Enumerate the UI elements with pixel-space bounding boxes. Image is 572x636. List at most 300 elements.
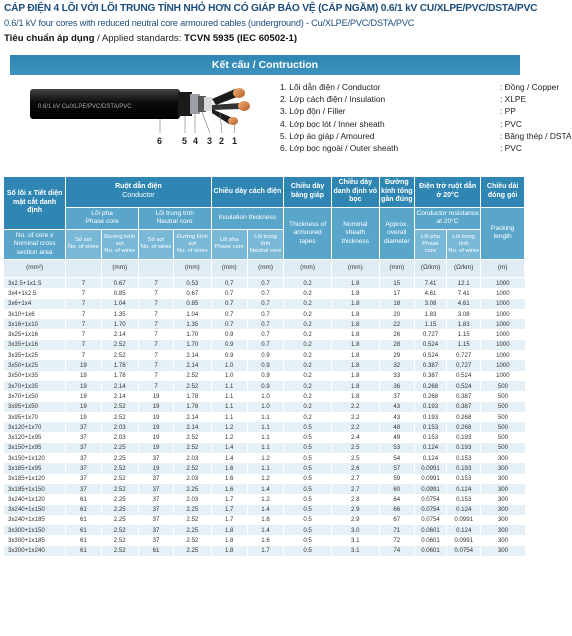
unit-cell: (mm) — [211, 260, 247, 278]
table-cell: 1.7 — [211, 505, 247, 515]
table-cell: 2.52 — [174, 515, 211, 525]
table-cell: 2.2 — [331, 422, 379, 432]
table-cell: 0.7 — [247, 340, 283, 350]
layer-material: : PVC — [500, 118, 522, 129]
table-cell: 26 — [379, 329, 414, 339]
table-cell: 1000 — [481, 340, 525, 350]
table-cell: 0.2 — [284, 309, 332, 319]
table-cell: 0.7 — [247, 319, 283, 329]
applied-standard — [0, 28, 530, 44]
table-cell: 2.52 — [101, 484, 138, 494]
table-cell: 37 — [66, 484, 101, 494]
table-cell: 2.52 — [101, 525, 138, 535]
unit-cell: (mm) — [331, 260, 379, 278]
table-cell: 1000 — [481, 309, 525, 319]
table-cell: 32 — [379, 360, 414, 370]
table-cell: 1.4 — [247, 525, 283, 535]
table-cell: 500 — [481, 412, 525, 422]
table-cell: 43 — [379, 412, 414, 422]
table-cell: 0.9 — [247, 371, 283, 381]
table-cell: 1.4 — [211, 453, 247, 463]
table-cell: 300 — [481, 453, 525, 463]
table-cell: 37 — [138, 484, 173, 494]
table-cell: 0.268 — [447, 412, 481, 422]
table-row — [4, 402, 525, 412]
table-cell: 2.25 — [174, 505, 211, 515]
table-cell: 20 — [379, 309, 414, 319]
table-cell: 1.8 — [331, 278, 379, 289]
table-cell: 3x150+1x120 — [4, 453, 66, 463]
table-cell: 1.83 — [414, 309, 446, 319]
table-cell: 1.15 — [447, 340, 481, 350]
standard-label: Tiêu chuẩn áp dụng — [4, 33, 95, 44]
table-cell: 7 — [66, 329, 101, 339]
layer-material: : PP — [500, 106, 516, 117]
table-cell: 2.14 — [174, 422, 211, 432]
table-cell: 1.78 — [174, 402, 211, 412]
unit-cell — [138, 260, 173, 278]
table-cell: 0.193 — [447, 443, 481, 453]
layer-number-2: 2 — [219, 136, 225, 146]
table-cell: 37 — [379, 391, 414, 401]
layer-material: : XLPE — [500, 94, 527, 105]
table-cell: 500 — [481, 402, 525, 412]
table-cell: 0.5 — [284, 494, 332, 504]
table-cell: 3x70+1x50 — [4, 391, 66, 401]
table-row — [4, 546, 525, 556]
layer-name: 5. Lớp áo giáp / Amoured — [280, 130, 375, 141]
table-cell: 2.25 — [101, 505, 138, 515]
table-cell: 7 — [66, 350, 101, 360]
table-cell: 0.524 — [414, 350, 446, 360]
table-cell: 19 — [138, 432, 173, 442]
table-cell: 0.5 — [284, 484, 332, 494]
table-cell: 0.7 — [247, 278, 283, 289]
table-cell: 300 — [481, 535, 525, 545]
table-cell: 0.7 — [247, 329, 283, 339]
table-cell: 7 — [66, 340, 101, 350]
table-cell: 2.52 — [174, 535, 211, 545]
table-row — [4, 515, 525, 525]
unit-cell: (mm) — [284, 260, 332, 278]
table-cell: 0.193 — [414, 402, 446, 412]
table-cell: 1.1 — [211, 381, 247, 391]
table-cell: 0.387 — [447, 391, 481, 401]
unit-cell: (mm²) — [4, 260, 66, 278]
table-cell: 1000 — [481, 299, 525, 309]
table-row — [4, 288, 525, 298]
table-cell: 0.0991 — [447, 515, 481, 525]
layer-list — [280, 81, 572, 154]
table-cell: 0.9 — [247, 381, 283, 391]
table-cell: 0.5 — [284, 535, 332, 545]
table-cell: 0.153 — [414, 422, 446, 432]
table-cell: 7 — [66, 278, 101, 289]
table-cell: 72 — [379, 535, 414, 545]
table-cell: 60 — [379, 484, 414, 494]
layer-number-3: 3 — [207, 136, 213, 146]
table-cell: 19 — [138, 422, 173, 432]
table-cell: 2.14 — [101, 329, 138, 339]
table-cell: 17 — [379, 288, 414, 298]
table-cell: 1.8 — [331, 309, 379, 319]
table-cell: 1.8 — [331, 329, 379, 339]
table-cell: 7 — [138, 299, 173, 309]
table-cell: 0.2 — [284, 340, 332, 350]
table-cell: 3x150+1x95 — [4, 443, 66, 453]
table-cell: 0.2 — [284, 402, 332, 412]
table-cell: 37 — [138, 525, 173, 535]
table-cell: 1.78 — [174, 391, 211, 401]
unit-cell: (mm) — [379, 260, 414, 278]
table-cell: 2.25 — [174, 484, 211, 494]
col-size-vn: Số lõi x Tiết diện mặt cắt danh định — [4, 177, 66, 230]
table-row — [4, 535, 525, 545]
table-cell: 1.8 — [331, 350, 379, 360]
table-cell: 2.9 — [331, 515, 379, 525]
table-cell: 0.85 — [101, 288, 138, 298]
table-cell: 3.1 — [331, 546, 379, 556]
table-cell: 1.8 — [331, 340, 379, 350]
table-cell: 0.5 — [284, 443, 332, 453]
table-cell: 1.4 — [247, 484, 283, 494]
table-cell: 1.1 — [211, 391, 247, 401]
table-cell: 37 — [66, 443, 101, 453]
table-cell: 0.85 — [174, 299, 211, 309]
table-cell: 0.0754 — [414, 505, 446, 515]
table-cell: 1.2 — [247, 494, 283, 504]
table-cell: 0.268 — [414, 391, 446, 401]
table-cell: 1.1 — [247, 422, 283, 432]
table-cell: 7 — [66, 309, 101, 319]
col-ins-phase: Lõi pha Phase core — [211, 229, 247, 260]
table-cell: 0.153 — [447, 494, 481, 504]
table-cell: 1000 — [481, 319, 525, 329]
table-cell: 3x300+1x150 — [4, 525, 66, 535]
table-cell: 0.0991 — [414, 474, 446, 484]
table-cell: 3x185+1x120 — [4, 474, 66, 484]
table-cell: 2.5 — [331, 453, 379, 463]
table-cell: 37 — [138, 505, 173, 515]
table-cell: 2.2 — [331, 402, 379, 412]
table-cell: 3x185+1x150 — [4, 484, 66, 494]
table-cell: 3x35+1x16 — [4, 340, 66, 350]
table-cell: 19 — [138, 463, 173, 473]
table-cell: 7 — [138, 288, 173, 298]
table-cell: 0.67 — [174, 288, 211, 298]
spec-table-body — [4, 278, 525, 557]
table-cell: 1.1 — [211, 402, 247, 412]
table-cell: 19 — [66, 412, 101, 422]
table-cell: 2.25 — [101, 494, 138, 504]
col-conductor-vn: Ruột dẫn điện — [115, 183, 162, 191]
table-cell: 0.0754 — [414, 494, 446, 504]
table-cell: 1.8 — [331, 319, 379, 329]
table-cell: 37 — [66, 474, 101, 484]
table-cell: 3x70+1x35 — [4, 381, 66, 391]
layer-material: : Đồng / Copper — [500, 82, 560, 92]
table-cell: 3.0 — [331, 525, 379, 535]
table-cell: 3x50+1x35 — [4, 371, 66, 381]
table-cell: 1.8 — [331, 391, 379, 401]
col-sheath-en: Nominal sheath thickness — [331, 207, 379, 260]
table-cell: 1.2 — [211, 432, 247, 442]
table-cell: 0.9 — [211, 340, 247, 350]
table-cell: 1.6 — [211, 484, 247, 494]
table-cell: 1.6 — [211, 463, 247, 473]
table-cell: 500 — [481, 432, 525, 442]
table-cell: 1.7 — [211, 515, 247, 525]
table-cell: 0.0601 — [414, 525, 446, 535]
table-cell: 2.5 — [331, 443, 379, 453]
table-cell: 3x10+1x6 — [4, 309, 66, 319]
table-cell: 0.2 — [284, 329, 332, 339]
table-cell: 0.7 — [247, 299, 283, 309]
table-row — [4, 474, 525, 484]
table-cell: 0.7 — [211, 309, 247, 319]
table-cell: 0.53 — [174, 278, 211, 289]
table-cell: 0.7 — [211, 319, 247, 329]
layer-number-4: 4 — [193, 136, 199, 146]
table-cell: 67 — [379, 515, 414, 525]
structure-heading: Kết cấu / Contruction — [10, 55, 520, 75]
col-conductor — [66, 177, 211, 208]
table-cell: 3x16+1x10 — [4, 319, 66, 329]
table-cell: 1.04 — [174, 309, 211, 319]
table-cell: 3x4+1x2.5 — [4, 288, 66, 298]
col-insulation-en: Insulation thickness — [211, 207, 284, 229]
table-cell: 2.14 — [101, 391, 138, 401]
layer-item — [280, 93, 572, 105]
table-cell: 7 — [138, 360, 173, 370]
table-row — [4, 340, 525, 350]
table-cell: 37 — [66, 432, 101, 442]
col-phase-nowires: Số sợi No. of wires — [66, 229, 101, 260]
layer-item — [280, 130, 572, 142]
table-cell: 18 — [379, 299, 414, 309]
col-phase-core: Lõi pha Phase core — [66, 207, 139, 229]
table-row — [4, 381, 525, 391]
table-cell: 2.03 — [174, 453, 211, 463]
col-neutral-diam: Đường kính sợi No. of wires — [174, 229, 211, 260]
table-cell: 2.14 — [174, 350, 211, 360]
table-cell: 2.2 — [331, 412, 379, 422]
table-cell: 57 — [379, 463, 414, 473]
layer-name: 4. Lớp bọc lót / Inner sheath — [280, 118, 385, 129]
table-cell: 37 — [66, 463, 101, 473]
table-cell: 1.2 — [247, 474, 283, 484]
table-cell: 0.5 — [284, 525, 332, 535]
table-cell: 3x25+1x16 — [4, 329, 66, 339]
unit-row — [4, 260, 525, 278]
table-cell: 300 — [481, 525, 525, 535]
table-cell: 1000 — [481, 371, 525, 381]
table-cell: 3x95+1x50 — [4, 402, 66, 412]
unit-cell: (m) — [481, 260, 525, 278]
table-cell: 1000 — [481, 329, 525, 339]
table-row — [4, 443, 525, 453]
table-cell: 3x95+1x70 — [4, 412, 66, 422]
table-cell: 1000 — [481, 360, 525, 370]
table-cell: 1.15 — [414, 319, 446, 329]
table-cell: 0.5 — [284, 422, 332, 432]
table-cell: 300 — [481, 463, 525, 473]
table-cell: 7 — [138, 381, 173, 391]
table-cell: 3x35+1x25 — [4, 350, 66, 360]
table-cell: 1.70 — [174, 329, 211, 339]
table-cell: 74 — [379, 546, 414, 556]
table-cell: 1.6 — [211, 474, 247, 484]
table-cell: 2.52 — [174, 443, 211, 453]
layer-name: 1. Lõi dẫn điện / Conductor — [280, 82, 381, 92]
table-cell: 0.0601 — [414, 535, 446, 545]
table-cell: 0.387 — [414, 360, 446, 370]
table-cell: 37 — [138, 474, 173, 484]
col-size-en: No. of core x Nominal cross section area — [4, 229, 66, 260]
table-cell: 0.2 — [284, 278, 332, 289]
table-cell: 2.52 — [101, 340, 138, 350]
table-cell: 2.52 — [101, 402, 138, 412]
table-cell: 0.5 — [284, 546, 332, 556]
table-cell: 19 — [66, 371, 101, 381]
table-cell: 29 — [379, 350, 414, 360]
table-cell: 3x120+1x70 — [4, 422, 66, 432]
table-row — [4, 350, 525, 360]
page-title: CÁP ĐIỆN 4 LÕI VỚI LÕI TRUNG TÍNH NHỎ HƠN CÓ GIÁP BẢO VỆ (CÁP NGẦM) 0.6/1 kV CU/XLPE/PVC/DSTA/PVC — [4, 3, 538, 14]
table-cell: 0.5 — [284, 474, 332, 484]
table-cell: 43 — [379, 402, 414, 412]
table-cell: 1.0 — [211, 360, 247, 370]
table-cell: 1.0 — [247, 391, 283, 401]
table-cell: 53 — [379, 443, 414, 453]
table-cell: 500 — [481, 391, 525, 401]
table-row — [4, 360, 525, 370]
table-cell: 0.9 — [247, 350, 283, 360]
table-cell: 1.8 — [211, 535, 247, 545]
table-cell: 1.8 — [211, 525, 247, 535]
table-cell: 2.52 — [101, 546, 138, 556]
table-cell: 7 — [138, 309, 173, 319]
table-row — [4, 494, 525, 504]
table-cell: 2.52 — [174, 432, 211, 442]
col-sheath-vn: Chiều dày danh định vỏ bọc — [331, 177, 379, 208]
table-cell: 19 — [138, 391, 173, 401]
table-cell: 19 — [138, 412, 173, 422]
col-res-neutral: Lõi trung tính No. of wires — [447, 229, 481, 260]
table-cell: 2.7 — [331, 474, 379, 484]
table-cell: 2.52 — [101, 463, 138, 473]
table-cell: 2.9 — [331, 505, 379, 515]
col-res-phase: Lõi pha Phase core — [414, 229, 446, 260]
table-cell: 3.08 — [447, 309, 481, 319]
table-cell: 300 — [481, 515, 525, 525]
table-cell: 7 — [138, 340, 173, 350]
layer-number-5: 5 — [182, 136, 188, 146]
table-cell: 61 — [66, 535, 101, 545]
table-cell: 2.52 — [101, 412, 138, 422]
table-cell: 1.8 — [331, 381, 379, 391]
table-cell: 0.193 — [447, 432, 481, 442]
table-cell: 1.8 — [331, 288, 379, 298]
table-cell: 3x2.5+1x1.5 — [4, 278, 66, 289]
layer-material: : Băng thép / DSTA — [500, 130, 572, 141]
table-cell: 1.8 — [331, 299, 379, 309]
table-row — [4, 391, 525, 401]
table-cell: 500 — [481, 381, 525, 391]
col-ins-neutral: Lõi trung tính Neutral core — [247, 229, 283, 260]
unit-cell: (mm) — [174, 260, 211, 278]
table-cell: 300 — [481, 546, 525, 556]
table-cell: 0.9 — [211, 329, 247, 339]
table-cell: 0.5 — [284, 463, 332, 473]
table-cell: 2.25 — [174, 525, 211, 535]
layer-material: : PVC — [500, 143, 522, 154]
table-cell: 0.153 — [447, 474, 481, 484]
table-cell: 2.03 — [101, 422, 138, 432]
table-cell: 19 — [66, 402, 101, 412]
table-cell: 1000 — [481, 288, 525, 298]
table-cell: 7 — [138, 350, 173, 360]
table-cell: 2.52 — [174, 463, 211, 473]
table-cell: 7 — [138, 329, 173, 339]
table-cell: 1.6 — [247, 535, 283, 545]
table-cell: 0.124 — [414, 443, 446, 453]
table-cell: 2.25 — [101, 515, 138, 525]
table-cell: 0.387 — [447, 402, 481, 412]
table-cell: 33 — [379, 371, 414, 381]
table-cell: 1.04 — [101, 299, 138, 309]
table-cell: 1.6 — [247, 515, 283, 525]
table-cell: 0.7 — [247, 309, 283, 319]
table-cell: 1000 — [481, 278, 525, 289]
layer-name: 3. Lớp độn / Filler — [280, 106, 346, 117]
table-cell: 0.2 — [284, 371, 332, 381]
table-cell: 2.03 — [101, 432, 138, 442]
table-row — [4, 525, 525, 535]
table-cell: 19 — [66, 360, 101, 370]
table-cell: 0.2 — [284, 381, 332, 391]
table-cell: 1.70 — [174, 340, 211, 350]
table-cell: 1.1 — [247, 432, 283, 442]
table-cell: 37 — [138, 535, 173, 545]
table-cell: 7.41 — [447, 288, 481, 298]
table-cell: 1.15 — [447, 329, 481, 339]
table-cell: 0.124 — [447, 525, 481, 535]
table-cell: 2.8 — [331, 494, 379, 504]
table-cell: 2.25 — [174, 546, 211, 556]
table-cell: 0.5 — [284, 515, 332, 525]
table-cell: 3x300+1x240 — [4, 546, 66, 556]
table-cell: 0.153 — [414, 432, 446, 442]
table-cell: 61 — [66, 515, 101, 525]
table-cell: 0.0601 — [414, 546, 446, 556]
col-conductor-en: Conductor — [122, 191, 155, 199]
table-cell: 2.14 — [174, 412, 211, 422]
table-cell: 4.61 — [447, 299, 481, 309]
table-cell: 2.14 — [101, 381, 138, 391]
table-cell: 0.727 — [447, 360, 481, 370]
col-od-vn: Đường kính tổng gần đúng — [379, 177, 414, 208]
table-cell: 0.7 — [247, 288, 283, 298]
table-row — [4, 371, 525, 381]
table-cell: 7 — [66, 288, 101, 298]
table-cell: 3x185+1x95 — [4, 463, 66, 473]
col-tape-en: Thickness of armoured tapes — [284, 207, 332, 260]
table-cell: 36 — [379, 381, 414, 391]
unit-cell — [66, 260, 101, 278]
table-row — [4, 484, 525, 494]
table-cell: 3.1 — [331, 535, 379, 545]
